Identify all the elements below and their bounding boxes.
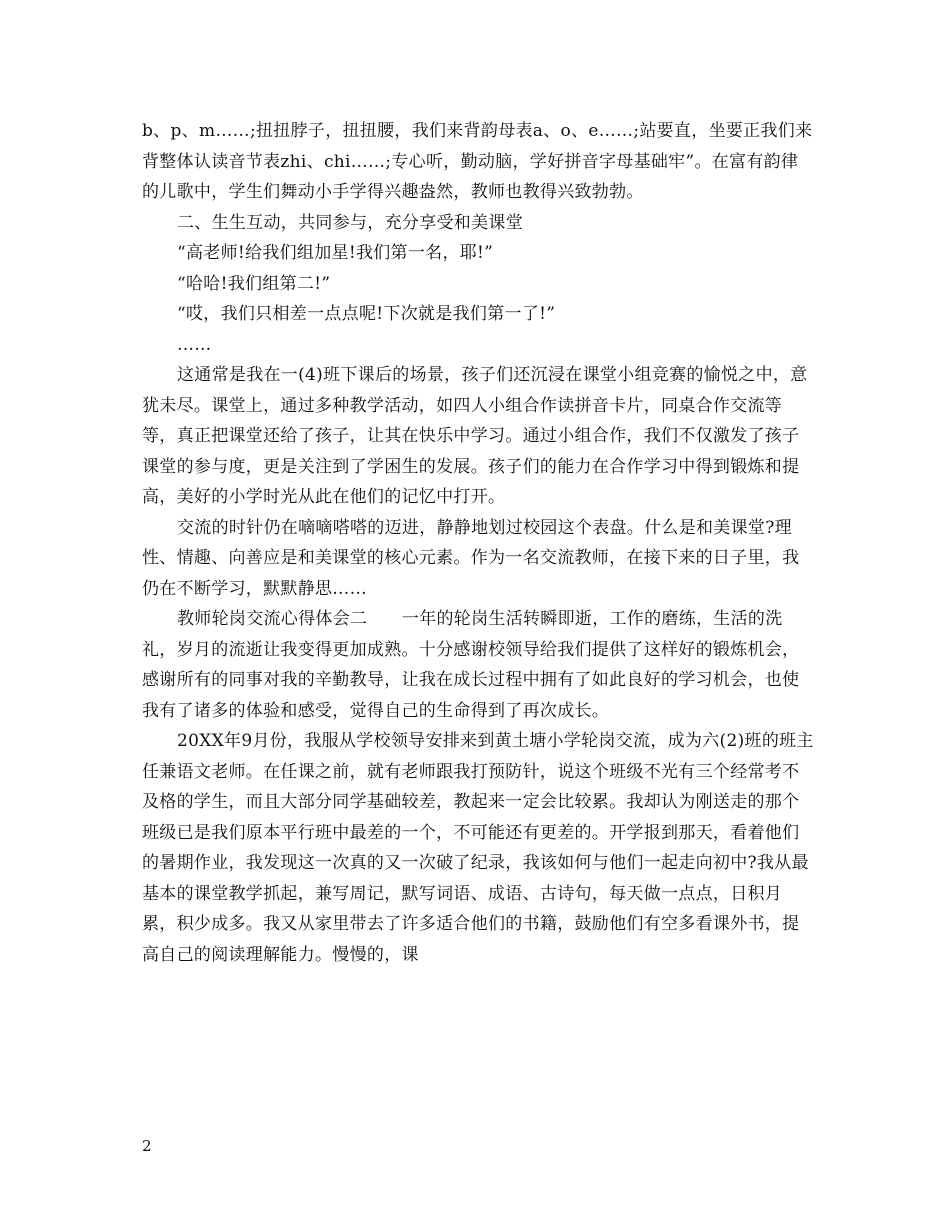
paragraph-essay-two-intro: 教师轮岗交流心得体会二 一年的轮岗生活转瞬即逝，工作的磨练，生活的洗礼，岁月的流逝让我变得更加成熟。十分感谢校领导给我们提供了这样好的锻炼机会，感谢所有的同事对我的辛勤教导，让我在成长过程中拥有了如此良好的学习机会，也使我有了诸多的体验和感受，觉得自己的生命得到了再次成长。: [142, 609, 800, 721]
section-heading-2: 二、生生互动，共同参与，充分享受和美课堂: [177, 212, 523, 233]
quote-3: “哎，我们只相差一点点呢!下次就是我们第一了!”: [177, 304, 556, 324]
quote-1: “高老师!给我们组加星!我们第一名，耶!”: [177, 243, 494, 263]
paragraph-reflection: 交流的时针仍在嘀嘀嗒嗒的迈进，静静地划过校园这个表盘。什么是和美课堂?理性、情趣、向善应是和美课堂的核心元素。作为一名交流教师，在接下来的日子里，我仍在不断学习，默默静思……: [142, 517, 800, 599]
paragraph-classroom-scene: 这通常是我在一(4)班下课后的场景，孩子们还沉浸在课堂小组竞赛的愉悦之中，意犹未尽。课堂上，通过多种教学活动，如四人小组合作读拼音卡片，同桌合作交流等等，真正把课堂还给了孩子，让其在快乐中学习。通过小组合作，我们不仅激发了孩子课堂的参与度，更是关注到了学困生的发展。孩子们的能力在合作学习中得到锻炼和提高，美好的小学时光从此在他们的记忆中打开。: [142, 365, 808, 507]
paragraph-1: b、p、m……;扭扭脖子，扭扭腰，我们来背韵母表a、o、e……;站要直，坐要正我们来背整体认读音节表zhi、chi……;专心听，勤动脑，学好拼音字母基础牢”。在富有韵律的儿歌中，学生们舞动小手学得兴趣盎然，教师也教得兴致勃勃。: [142, 121, 813, 202]
body-text: [142, 116, 814, 970]
paragraph-assignment: 20XX年9月份，我服从学校领导安排来到黄土塘小学轮岗交流，成为六(2)班的班主任兼语文老师。在任课之前，就有老师跟我打预防针，说这个班级不光有三个经常考不及格的学生，而且大部分同学基础较差，教起来一定会比较累。我却认为刚送走的那个班级已是我们原本平行班中最差的一个，不可能还有更差的。开学报到那天，看着他们的暑期作业，我发现这一次真的又一次破了纪录，我该如何与他们一起走向初中?我从最基本的课堂教学抓起，兼写周记，默写词语、成语、古诗句，每天做一点点，日积月累，积少成多。我又从家里带去了许多适合他们的书籍，鼓励他们有空多看课外书，提高自己的阅读理解能力。慢慢的，课: [142, 731, 814, 965]
ellipsis-line: ……: [177, 334, 212, 355]
quote-2: “哈哈!我们组第二!”: [177, 273, 331, 294]
page-number: 2: [142, 1137, 152, 1155]
